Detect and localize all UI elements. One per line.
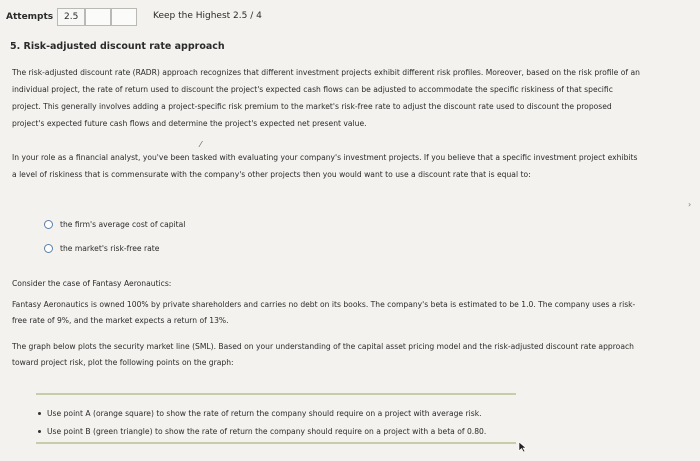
attempt-box-empty-1: [85, 8, 111, 26]
case-intro: Consider the case of Fantasy Aeronautics:: [12, 279, 172, 288]
case-details: Fantasy Aeronautics is owned 100% by private shareholders and carries no debt on its books. The company's beta is estimated to be 1.0. The company uses a risk-free rate of 9%, and the market expects a return of 13%.: [12, 300, 636, 325]
divider-top: [36, 393, 516, 395]
bullet-icon: [38, 430, 41, 433]
attempt-score-box: 2.5: [57, 8, 85, 26]
attempts-bar: [6, 6, 137, 28]
keep-highest-score: Keep the Highest 2.5 / 4: [153, 11, 262, 21]
radio-icon[interactable]: [44, 244, 53, 253]
graph-instructions: The graph below plots the security market line (SML). Based on your understanding of the capital asset pricing model and the risk-adjusted discount rate approach toward project risk, plot the following points on the graph:: [12, 342, 634, 367]
bullet-text: Use point B (green triangle) to show the rate of return the company should require on a project with a beta of 0.80.: [47, 426, 487, 436]
attempt-box-empty-2: [111, 8, 137, 26]
list-item: [38, 404, 486, 422]
radio-icon[interactable]: [44, 220, 53, 229]
attempts-label: Attempts: [6, 12, 54, 22]
text-cursor-icon: ⁄: [200, 140, 202, 149]
bullet-icon: [38, 412, 41, 415]
bullet-text: Use point A (orange square) to show the rate of return the company should require on a project with average risk.: [47, 408, 482, 418]
option-risk-free-rate[interactable]: [44, 236, 185, 260]
divider-bottom: [36, 442, 516, 444]
mouse-pointer-icon: [518, 441, 527, 453]
answer-options: [44, 212, 185, 260]
option-label: the market's risk-free rate: [60, 243, 160, 253]
question-prompt: In your role as a financial analyst, you've been tasked with evaluating your company's investment projects. If you believe that a specific investment project exhibits a level of riskiness that is commensurate with the company's other projects then you would want to use a discount rate that is equal to:: [12, 153, 638, 179]
option-label: the firm's average cost of capital: [60, 219, 186, 229]
question-intro: The risk-adjusted discount rate (RADR) approach recognizes that different investment projects exhibit different risk profiles. Moreover, based on the risk profile of an individual project, the rate of return used to discount the project's expected cash flows can be adjusted to accommodate the specific riskiness of that specific project. This generally involves adding a project-specific risk premium to the market's risk-free rate to adjust the discount rate used to discount the proposed project's expected future cash flows and determine the project's expected net present value.: [12, 68, 640, 128]
question-title: 5. Risk-adjusted discount rate approach: [10, 41, 225, 52]
option-average-cost-of-capital[interactable]: [44, 212, 185, 236]
chevron-right-icon[interactable]: ›: [688, 200, 692, 209]
instruction-bullets: [38, 404, 486, 440]
list-item: [38, 422, 486, 440]
